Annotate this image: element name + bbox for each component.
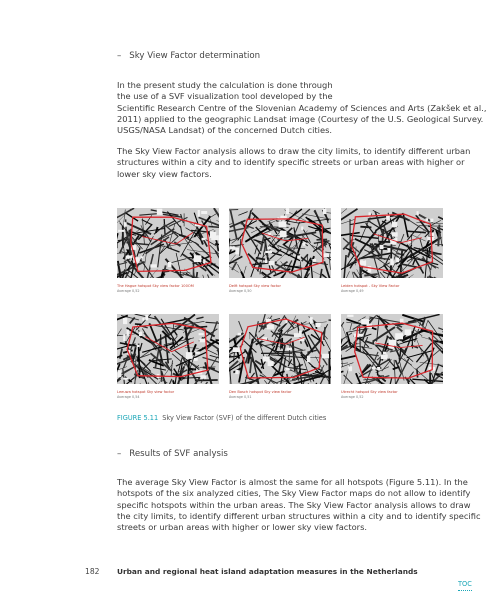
panel-title: Leiden hotspot - Sky View Factor — [341, 284, 400, 288]
open-area — [390, 259, 394, 266]
street-line — [417, 369, 418, 377]
open-area — [323, 209, 327, 215]
paragraph-line: streets or urban areas with higher or lower sky view factors. — [117, 522, 368, 533]
open-area — [235, 370, 238, 374]
heading-dash: – — [117, 51, 122, 61]
open-area — [400, 319, 404, 323]
svf-map-image — [117, 208, 219, 278]
open-area — [145, 315, 148, 321]
panel-average: Average 0,50 — [229, 289, 252, 293]
open-area — [238, 333, 241, 336]
open-area — [360, 260, 367, 265]
figure-caption-text: Sky View Factor (SVF) of the different Dutch cities — [162, 414, 327, 422]
open-area — [268, 361, 274, 366]
open-area — [186, 352, 193, 359]
panel-average: Average 0,52 — [341, 395, 364, 399]
open-area — [168, 262, 172, 267]
paragraph-line: In the present study the calculation is done through — [117, 80, 333, 90]
open-area — [139, 332, 142, 336]
open-area — [417, 211, 419, 215]
open-area — [194, 358, 198, 361]
open-area — [387, 248, 390, 252]
paragraph-line: 2011) applied to the geographic Landsat image (Courtesy of the U.S. Geological Survey. — [117, 113, 484, 124]
panel-title: Delft hotspot Sky view factor — [229, 284, 281, 288]
open-area — [137, 345, 140, 347]
svf-figure — [117, 208, 453, 407]
open-area — [377, 367, 380, 370]
open-area — [307, 356, 310, 363]
svf-map-image — [229, 208, 331, 278]
open-area — [198, 210, 200, 217]
open-area — [141, 256, 144, 258]
open-area — [267, 247, 272, 249]
open-area — [267, 324, 274, 329]
page-number: 182 — [85, 567, 100, 576]
open-area — [233, 347, 241, 352]
heading-text: Results of SVF analysis — [129, 449, 228, 459]
paragraph-line: USGS/NASA Landsat) of the concerned Dutch cities. — [117, 125, 333, 136]
street-line — [208, 227, 219, 228]
heading-dash: – — [117, 449, 122, 459]
toc-link[interactable]: TOC — [458, 580, 472, 588]
open-area — [265, 260, 267, 263]
open-area — [211, 235, 219, 240]
panel-title: Den Bosch hotspot Sky view factor — [229, 390, 292, 394]
open-area — [123, 378, 129, 380]
section-heading-svf-results — [117, 449, 228, 459]
paragraph-line: the use of a SVF visualization tool developed by the — [117, 91, 333, 102]
open-area — [117, 370, 121, 377]
open-area — [380, 245, 384, 249]
open-area — [297, 256, 301, 259]
open-area — [323, 253, 329, 257]
open-area — [286, 320, 288, 323]
open-area — [426, 218, 429, 221]
open-area — [203, 259, 205, 263]
open-area — [322, 354, 330, 359]
open-area — [201, 211, 207, 214]
paragraph-intro — [117, 80, 486, 136]
open-area — [299, 331, 302, 335]
panel-title: The Hague hotspot Sky view factor 100OM — [117, 284, 194, 288]
open-area — [127, 330, 129, 336]
panel-average: Average 0,54 — [117, 395, 140, 399]
open-area — [265, 251, 272, 253]
svf-map-image — [341, 208, 443, 278]
open-area — [263, 356, 270, 361]
open-area — [126, 256, 133, 259]
open-area — [124, 222, 127, 227]
figure-label: FIGURE 5.11 — [117, 414, 159, 422]
open-area — [389, 340, 397, 346]
open-area — [392, 232, 398, 237]
svf-map-image — [117, 314, 219, 384]
open-area — [150, 264, 157, 267]
running-footer-title: Urban and regional heat island adaptation measures in the Netherlands — [117, 567, 418, 576]
paragraph-line: Scientific Research Centre of the Slovenian Academy of Sciences and Arts (Zakšek et al., — [117, 102, 486, 113]
figure-caption — [117, 414, 326, 422]
street-line — [138, 355, 139, 361]
toc-underline — [458, 590, 472, 592]
panel-average: Average 0,51 — [229, 395, 252, 399]
open-area — [200, 375, 206, 379]
paragraph-line: The Sky View Factor analysis allows to draw the city limits, to identify different urban — [117, 146, 471, 156]
open-area — [202, 238, 206, 240]
panel-average: Average 0,49 — [341, 289, 364, 293]
paragraph-results — [117, 477, 481, 533]
open-area — [269, 261, 275, 265]
open-area — [195, 351, 200, 354]
open-area — [303, 242, 306, 246]
open-area — [396, 258, 399, 262]
open-area — [123, 334, 125, 341]
paragraph-line: specific hotspots within the urban areas. The Sky View Factor analysis allows to draw — [117, 499, 471, 510]
street-line — [161, 334, 162, 350]
open-area — [123, 318, 127, 324]
open-area — [268, 233, 271, 235]
open-area — [405, 329, 411, 335]
open-area — [383, 352, 387, 355]
open-area — [235, 248, 239, 254]
street-line — [305, 277, 306, 278]
open-area — [430, 219, 433, 223]
paragraph-line: hotspots of the six analyzed cities, The Sky View Factor maps do not allow to identify — [117, 488, 471, 499]
open-area — [199, 333, 204, 335]
open-area — [157, 209, 163, 215]
open-area — [392, 222, 398, 228]
open-area — [285, 368, 289, 371]
open-area — [310, 317, 313, 324]
paragraph-svf-analysis — [117, 146, 471, 180]
paragraph-line: structures within a city and to identify specific streets or urban areas with higher or — [117, 157, 465, 168]
open-area — [381, 355, 388, 360]
open-area — [347, 315, 353, 317]
open-area — [395, 333, 403, 339]
open-area — [312, 259, 316, 262]
panel-title: Utrecht hotspot Sky view factor — [341, 390, 398, 394]
open-area — [142, 318, 144, 321]
open-area — [348, 366, 352, 371]
open-area — [118, 230, 124, 232]
panel-title: Leeuwa hotspot Sky view factor — [117, 390, 175, 394]
paragraph-line: The average Sky View Factor is almost the same for all hotspots (Figure 5.11). In the — [117, 477, 468, 487]
paragraph-line: the city limits, to identify different urban structures within a city and to identify specific — [117, 510, 481, 521]
open-area — [301, 227, 303, 231]
section-heading-svf-determination — [117, 51, 260, 61]
open-area — [194, 255, 202, 262]
open-area — [279, 221, 287, 227]
open-area — [372, 367, 376, 370]
panel-average: Average 0,52 — [117, 289, 140, 293]
open-area — [286, 208, 289, 214]
heading-text: Sky View Factor determination — [129, 51, 261, 61]
open-area — [315, 323, 321, 327]
svf-map-image — [341, 314, 443, 384]
open-area — [280, 231, 287, 238]
svf-map-image — [229, 314, 331, 384]
open-area — [230, 246, 236, 249]
open-area — [287, 348, 293, 350]
paragraph-line: lower sky view factors. — [117, 168, 212, 179]
